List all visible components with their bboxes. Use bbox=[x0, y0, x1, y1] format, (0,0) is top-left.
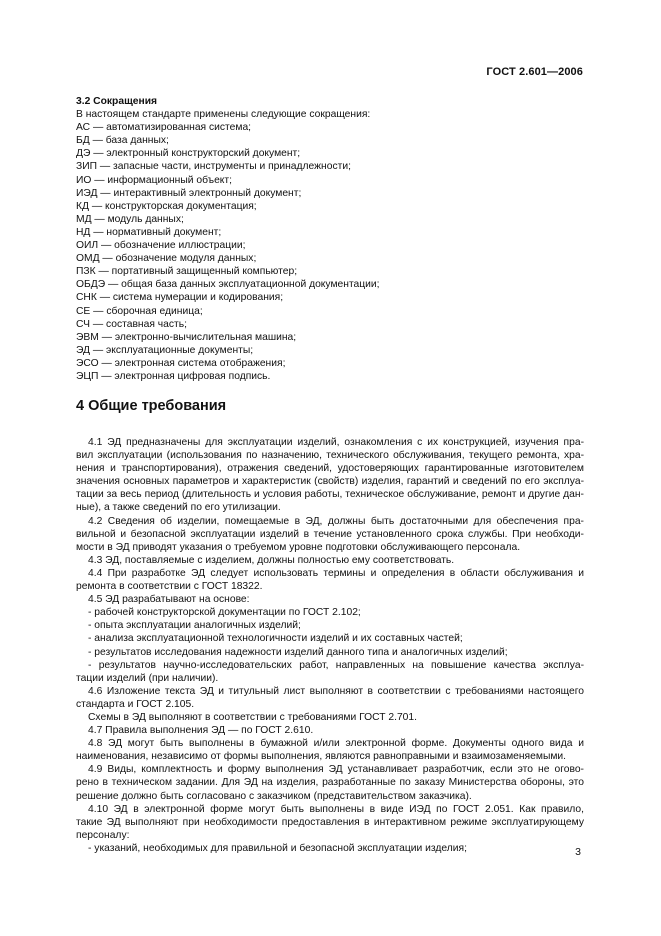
text-line: 4.7 Правила выполнения ЭД — по ГОСТ 2.610. bbox=[88, 725, 314, 737]
section-4-title: 4 Общие требования bbox=[76, 398, 227, 414]
list-item: - указаний, необходимых для правильной и безопасной эксплуатации изделия; bbox=[88, 842, 467, 854]
text-line: 4.1 ЭД предназначены для эксплуатации изделий, ознакомления с их конструкцией, изучения пра- bbox=[88, 437, 584, 448]
section-heading: 3.2 Сокращения bbox=[76, 96, 158, 107]
abbreviation-item: ЭСО — электронная система отображения; bbox=[76, 357, 286, 369]
text-line: 4.5 ЭД разрабатывают на основе: bbox=[88, 594, 250, 606]
text-line: вил эксплуатации (использования по назначению, технического обслуживания, текущего ремонта, хра- bbox=[76, 450, 584, 462]
page-number: 3 bbox=[575, 846, 581, 858]
abbreviation-item: НД — нормативный документ; bbox=[76, 226, 222, 238]
text-line: 4.9 Виды, комплектность и форму выполнения ЭД устанавливает разработчик, если это не огово- bbox=[88, 764, 584, 776]
abbreviation-item: ЭЦП — электронная цифровая подпись. bbox=[76, 370, 271, 382]
text-line: тации изделий (при наличии). bbox=[76, 672, 219, 684]
text-line: наименования, независимо от формы выполнения, являются равноправными и взаимозаменяемыми. bbox=[76, 751, 567, 763]
abbreviation-item: ИЭД — интерактивный электронный документ; bbox=[76, 187, 302, 199]
list-item: - опыта эксплуатации аналогичных изделий; bbox=[88, 620, 301, 632]
abbreviation-item: ОИЛ — обозначение иллюстрации; bbox=[76, 240, 246, 252]
text-line: ремонта в соответствии с ГОСТ 18322. bbox=[76, 581, 263, 593]
text-line: нения и транспортирования), отражения сведений, удостоверяющих гарантированные изготовителем bbox=[76, 463, 584, 475]
list-item: - результатов исследования надежности изделий данного типа и аналогичных изделий; bbox=[88, 646, 508, 658]
text-line: такие ЭД выполняют при необходимости предоставления в интерактивном режиме эксплуатирующему bbox=[76, 816, 584, 828]
abbreviation-item: ПЗК — портативный защищенный компьютер; bbox=[76, 266, 298, 278]
text-line: рено в техническом задании. Для ЭД на изделия, разработанные по заказу Министерства обороны, это bbox=[76, 777, 584, 789]
text-line: значения основных параметров и характеристик (свойств) изделия, гарантий и сведений по его эксплуа- bbox=[76, 476, 584, 488]
text-line: 4.6 Изложение текста ЭД и титульный лист выполняют в соответствии с требованиями настоящего bbox=[88, 685, 584, 697]
text-line: Схемы в ЭД выполняют в соответствии с требованиями ГОСТ 2.701. bbox=[88, 711, 417, 723]
section-intro: В настоящем стандарте применены следующие сокращения: bbox=[76, 109, 371, 121]
abbreviation-item: ЗИП — запасные части, инструменты и принадлежности; bbox=[76, 161, 351, 173]
text-line: 4.10 ЭД в электронной форме могут быть выполнены в виде ИЭД по ГОСТ 2.051. Как правило, bbox=[88, 803, 584, 815]
text-line: 4.2 Сведения об изделии, помещаемые в ЭД, должны быть достаточными для обеспечения пра- bbox=[88, 515, 584, 527]
text-line: персоналу: bbox=[76, 829, 130, 841]
abbreviation-item: ЭВМ — электронно-вычислительная машина; bbox=[76, 331, 297, 343]
list-item: - рабочей конструкторской документации по ГОСТ 2.102; bbox=[88, 607, 361, 619]
abbreviation-item: ОМД — обозначение модуля данных; bbox=[76, 253, 257, 265]
text-line: мости в ЭД приводят указания о требуемом уровне подготовки обслуживающего персонала. bbox=[76, 541, 521, 553]
abbreviation-item: ОБДЭ — общая база данных эксплуатационной документации; bbox=[76, 279, 380, 291]
text-line: 4.3 ЭД, поставляемые с изделием, должны полностью ему соответствовать. bbox=[88, 554, 455, 566]
text-line: 4.8 ЭД могут быть выполнены в бумажной и/или электронной форме. Документы одного вида и bbox=[88, 738, 584, 750]
section-3-2-abbreviations bbox=[76, 95, 596, 383]
abbreviation-item: ИО — информационный объект; bbox=[76, 174, 233, 186]
text-line: вильной и безопасной эксплуатации изделий в течение установленного срока службы. При необходи- bbox=[76, 528, 584, 540]
text-line: ные), а также сведений по его утилизации. bbox=[76, 502, 281, 514]
abbreviation-item: СЧ — составная часть; bbox=[76, 318, 187, 330]
abbreviation-item: МД — модуль данных; bbox=[76, 213, 184, 225]
section-4-body bbox=[76, 436, 584, 855]
list-item: - анализа эксплуатационной технологичности изделий и их составных частей; bbox=[88, 633, 463, 645]
text-line: тации за весь период (длительность и условия работы, техническое обслуживание, ремонт и другие дан- bbox=[76, 489, 584, 501]
abbreviation-item: ЭД — эксплуатационные документы; bbox=[76, 344, 254, 356]
abbreviation-item: КД — конструкторская документация; bbox=[76, 200, 257, 212]
abbreviation-item: АС — автоматизированная система; bbox=[76, 122, 252, 134]
list-item: - результатов научно-исследовательских работ, направленных на повышение качества эксплуа- bbox=[88, 659, 584, 671]
abbreviation-item: БД — база данных; bbox=[76, 135, 169, 147]
text-line: решение должно быть согласовано с заказчиком (представительством заказчика). bbox=[76, 790, 472, 802]
text-line: 4.4 При разработке ЭД следует использовать термины и определения в области обслуживания и bbox=[88, 567, 584, 579]
abbreviation-item: ДЭ — электронный конструкторский документ; bbox=[76, 148, 301, 160]
text-line: стандарта и ГОСТ 2.105. bbox=[76, 698, 195, 710]
abbreviation-item: СЕ — сборочная единица; bbox=[76, 305, 203, 317]
abbreviation-item: СНК — система нумерации и кодирования; bbox=[76, 292, 284, 304]
standard-number: ГОСТ 2.601—2006 bbox=[486, 66, 583, 78]
